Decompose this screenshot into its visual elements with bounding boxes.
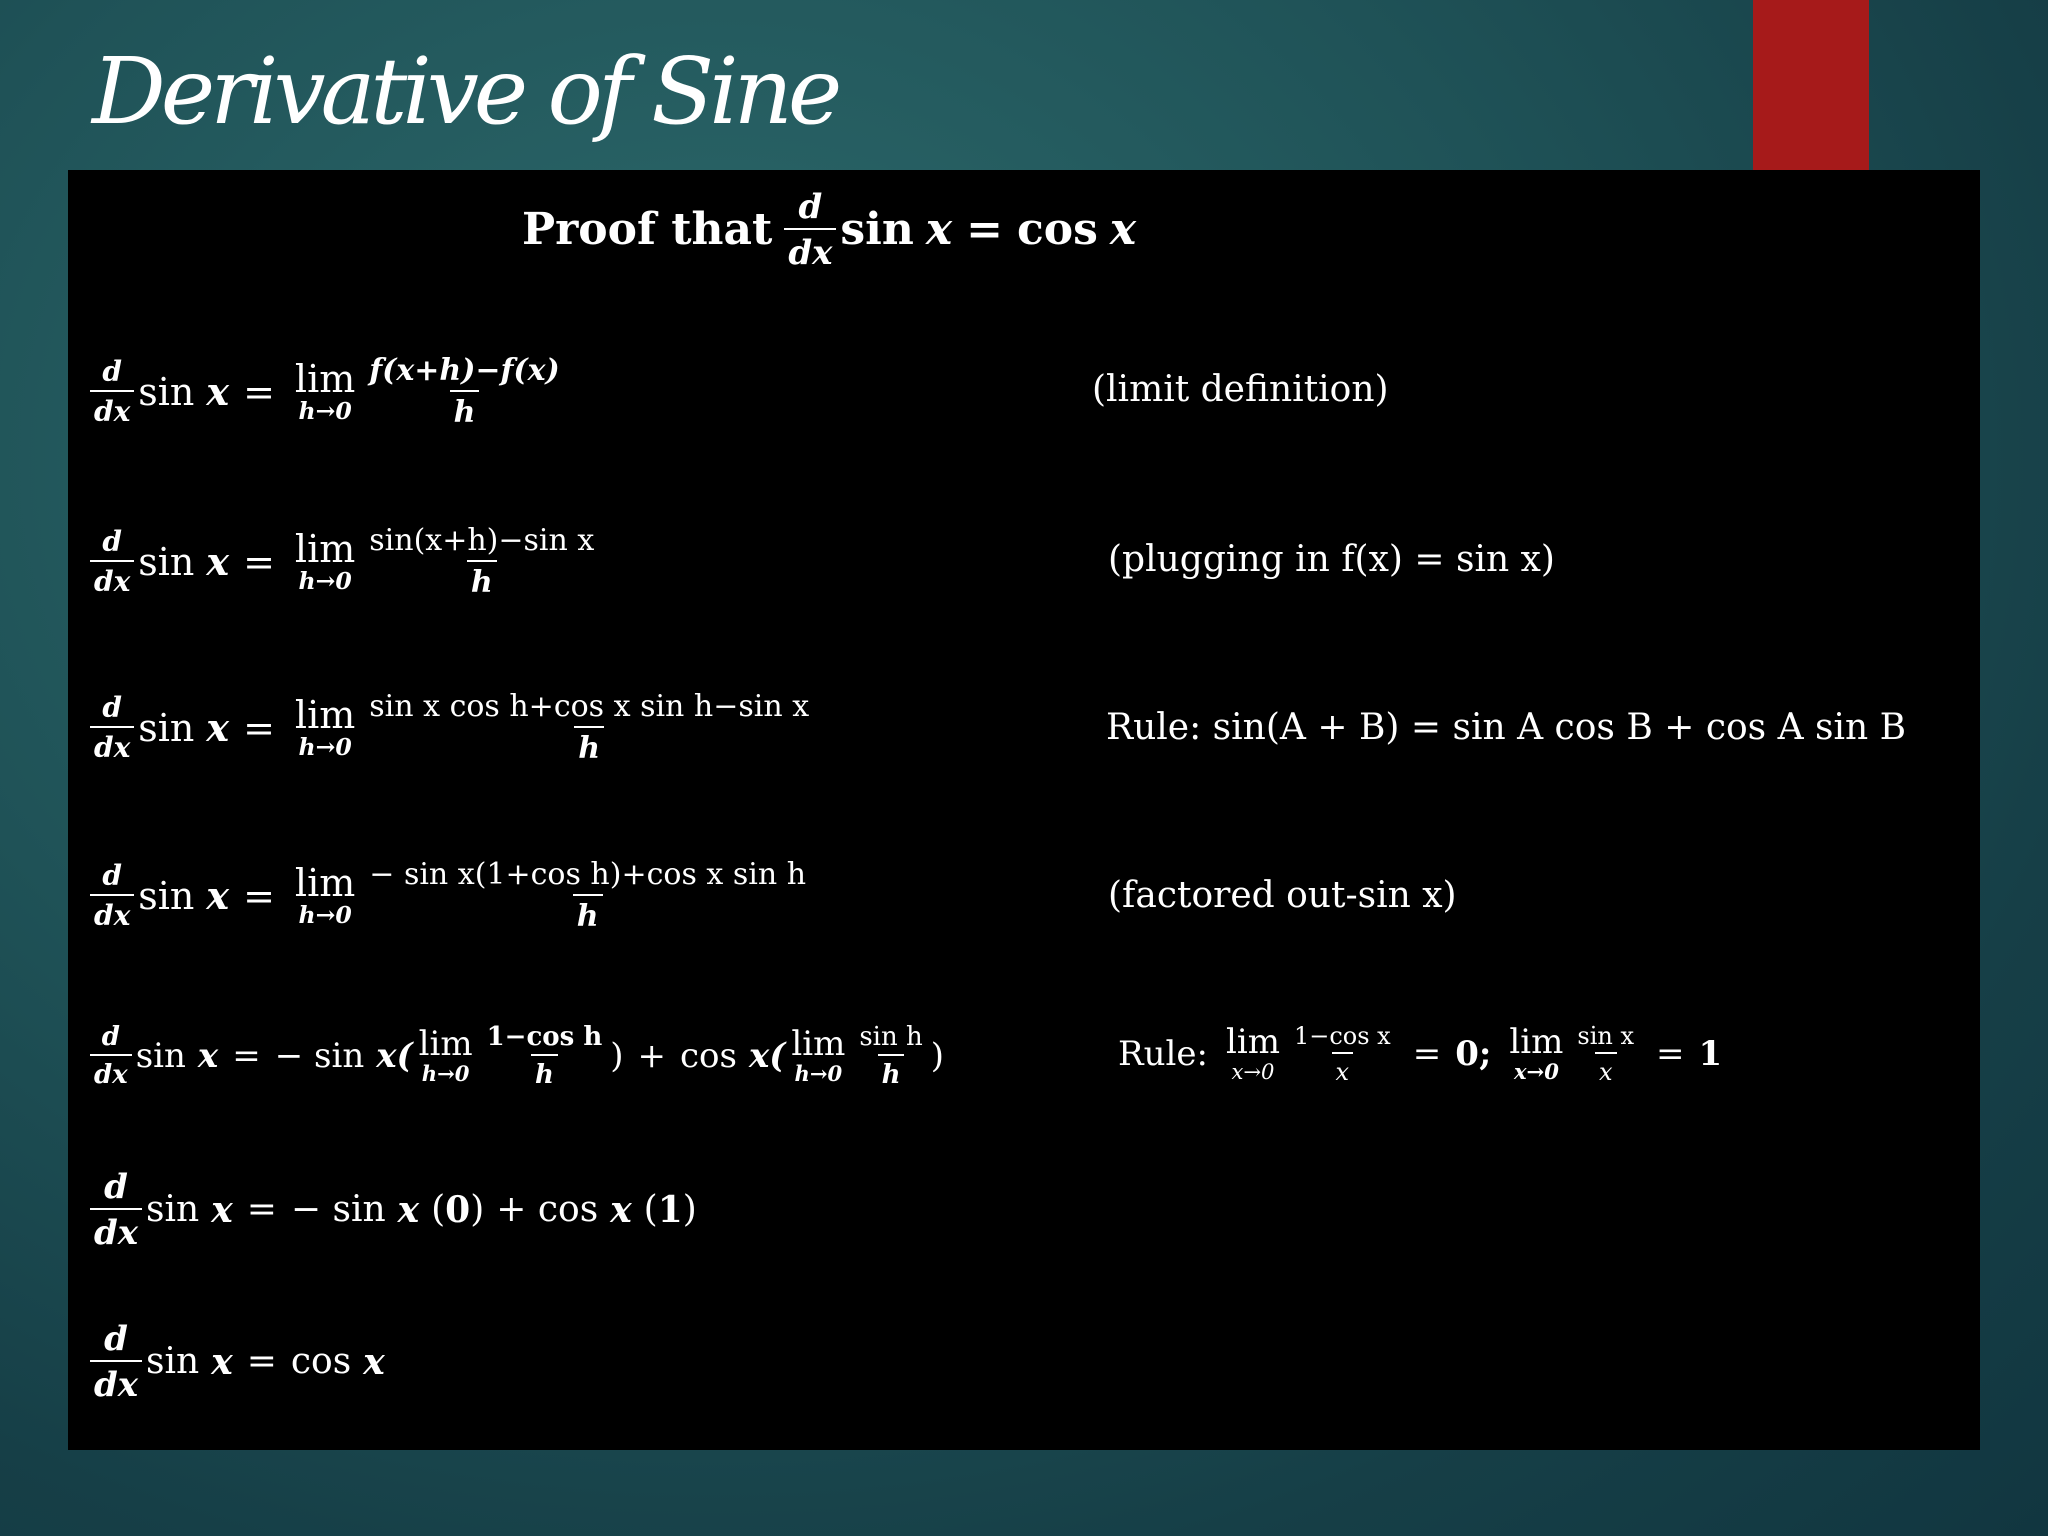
rhs-function: cos <box>290 1341 352 1382</box>
lhs-variable: x <box>197 1036 219 1076</box>
limit-label: lim <box>294 693 356 738</box>
derivative-operator <box>90 355 134 428</box>
lhs-function: sin <box>138 874 195 918</box>
close-paren-2: ) <box>930 1036 945 1076</box>
limit <box>294 357 356 426</box>
step-4-equation <box>86 857 814 934</box>
term-1-variable: x( <box>376 1036 413 1076</box>
limit-label: lim <box>294 357 356 402</box>
lhs-variable: x <box>206 705 230 750</box>
proof-panel <box>68 170 1980 1450</box>
limit-1 <box>418 1024 473 1087</box>
step-5-rule <box>1118 1024 1722 1084</box>
limit-label: lim <box>418 1024 473 1065</box>
d-numerator: d <box>102 525 122 558</box>
equals-sign: = <box>243 540 275 584</box>
limit-label: lim <box>1509 1022 1564 1063</box>
fraction <box>365 689 813 766</box>
fraction-denominator: h <box>878 1054 905 1088</box>
equals-sign: = <box>1412 1034 1442 1074</box>
limit <box>294 861 356 930</box>
limit-subscript: x→0 <box>1231 1059 1275 1085</box>
fraction-numerator: sin(x+h)−sin x <box>369 523 595 558</box>
plus-sign: + <box>637 1036 666 1076</box>
close-paren-1: ) <box>470 1189 485 1230</box>
limit-subscript: h→0 <box>421 1061 470 1087</box>
fraction-denominator: h <box>574 726 604 764</box>
lhs-variable: x <box>211 1341 233 1383</box>
equals-sign: = <box>243 874 275 918</box>
term-2-prefix: cos <box>680 1036 737 1076</box>
heading-sin: sin <box>840 204 914 255</box>
accent-bar <box>1753 0 1869 170</box>
rule-value-1: 0; <box>1455 1034 1492 1074</box>
open-paren-2: ( <box>643 1189 658 1230</box>
equals-sign: = <box>246 1341 277 1382</box>
rule-limit-1 <box>1225 1022 1280 1085</box>
derivative-operator <box>90 525 134 598</box>
step-6-equation <box>86 1167 697 1253</box>
limit <box>294 693 356 762</box>
fraction-numerator: − sin x(1+cos h)+cos x sin h <box>369 857 807 892</box>
fraction-numerator: sin x <box>1577 1022 1635 1050</box>
heading-x2: x <box>1109 204 1137 255</box>
rhs-value-1: 0 <box>445 1189 471 1231</box>
limit-subscript: h→0 <box>298 567 352 596</box>
lhs-function: sin <box>138 540 195 584</box>
heading-x: x <box>925 204 953 255</box>
rhs-term-2: + cos <box>496 1189 599 1230</box>
equals-sign: = <box>232 1036 261 1076</box>
fraction-numerator: sin x cos h+cos x sin h−sin x <box>369 689 810 724</box>
limit-2 <box>791 1024 846 1087</box>
dx-denominator: dx <box>90 1054 132 1088</box>
limit-subscript: h→0 <box>794 1061 843 1087</box>
fraction-denominator: h <box>450 390 480 428</box>
rhs-value-2: 1 <box>657 1189 683 1231</box>
heading-derivative <box>784 187 836 273</box>
step-2-equation <box>86 523 602 600</box>
close-paren-1: ) <box>610 1036 624 1076</box>
limit-subscript: x→0 <box>1513 1059 1559 1085</box>
step-3-equation <box>86 689 817 766</box>
heading-prefix: Proof that <box>522 204 773 255</box>
limit-label: lim <box>791 1024 846 1065</box>
fraction-denominator: h <box>467 560 497 598</box>
term-1-prefix: − sin <box>274 1036 365 1076</box>
limit-subscript: h→0 <box>298 901 352 930</box>
derivative-operator <box>90 1319 142 1405</box>
rule-limit-2 <box>1509 1022 1564 1085</box>
fraction <box>365 353 563 430</box>
heading-d: d <box>798 187 823 227</box>
derivative-operator <box>90 859 134 932</box>
equals-sign: = <box>243 706 275 750</box>
dx-denominator: dx <box>90 1208 142 1250</box>
rule-label: Rule: <box>1118 1034 1208 1074</box>
fraction-numerator: sin h <box>859 1022 923 1052</box>
rhs-var-1: x <box>397 1189 420 1231</box>
step-1-equation <box>86 353 568 430</box>
open-paren-1: ( <box>431 1189 446 1230</box>
derivative-operator <box>90 691 134 764</box>
limit-label: lim <box>294 861 356 906</box>
equals-sign: = <box>243 370 275 414</box>
derivative-operator <box>90 1167 142 1253</box>
heading-cos: cos <box>1017 204 1098 255</box>
d-numerator: d <box>101 1022 120 1052</box>
lhs-variable: x <box>206 369 230 414</box>
term-2-variable: x( <box>748 1036 786 1076</box>
fraction-numerator: 1−cos h <box>486 1022 603 1052</box>
step-1-note: (limit definition) <box>1092 369 1389 410</box>
d-numerator: d <box>102 355 122 388</box>
rule-fraction-1 <box>1290 1024 1395 1084</box>
dx-denominator: dx <box>90 390 134 426</box>
dx-denominator: dx <box>90 726 134 762</box>
fraction-numerator: 1−cos x <box>1293 1022 1391 1050</box>
heading-dx: dx <box>784 228 836 270</box>
fraction-denominator: h <box>573 894 603 932</box>
lhs-function: sin <box>135 1036 186 1076</box>
lhs-function: sin <box>138 706 195 750</box>
fraction-1 <box>483 1024 607 1088</box>
proof-heading <box>522 187 1137 273</box>
fraction-denominator: x <box>1332 1052 1354 1084</box>
step-3-note: Rule: sin(A + B) = sin A cos B + cos A sin B <box>1106 707 1907 748</box>
dx-denominator: dx <box>90 894 134 930</box>
d-numerator: d <box>102 691 122 724</box>
rhs-var-2: x <box>610 1189 632 1231</box>
limit-label: lim <box>294 527 356 572</box>
rhs-term-1: − sin <box>290 1189 386 1230</box>
limit-subscript: h→0 <box>298 397 352 426</box>
dx-denominator: dx <box>90 1360 142 1402</box>
rule-fraction-2 <box>1573 1024 1638 1084</box>
slide-title: Derivative of Sine <box>92 38 838 145</box>
lhs-function: sin <box>138 370 195 414</box>
lhs-function: sin <box>146 1341 200 1382</box>
lhs-variable: x <box>206 539 230 584</box>
fraction-numerator: f(x+h)−f(x) <box>369 353 560 388</box>
d-numerator: d <box>104 1167 128 1207</box>
d-numerator: d <box>104 1319 128 1359</box>
lhs-variable: x <box>206 873 230 918</box>
fraction <box>365 523 598 600</box>
rule-value-2: 1 <box>1698 1034 1723 1074</box>
fraction-2 <box>855 1024 926 1088</box>
step-4-note: (factored out-sin x) <box>1108 875 1457 916</box>
fraction <box>365 857 810 934</box>
lhs-variable: x <box>211 1189 233 1231</box>
rhs-variable: x <box>363 1341 385 1383</box>
lhs-function: sin <box>146 1189 200 1230</box>
step-2-note: (plugging in f(x) = sin x) <box>1108 539 1555 580</box>
d-numerator: d <box>102 859 122 892</box>
equals-sign: = <box>246 1189 277 1230</box>
fraction-denominator: x <box>1595 1052 1617 1084</box>
limit-label: lim <box>1225 1022 1280 1063</box>
equals-sign: = <box>1656 1034 1685 1074</box>
limit-subscript: h→0 <box>298 733 352 762</box>
heading-equals: = <box>966 204 1003 255</box>
close-paren-2: ) <box>682 1189 697 1230</box>
derivative-operator <box>90 1024 132 1088</box>
step-7-equation <box>86 1319 385 1405</box>
step-5-equation <box>86 1024 944 1088</box>
dx-denominator: dx <box>90 560 134 596</box>
limit <box>294 527 356 596</box>
fraction-denominator: h <box>531 1054 558 1088</box>
